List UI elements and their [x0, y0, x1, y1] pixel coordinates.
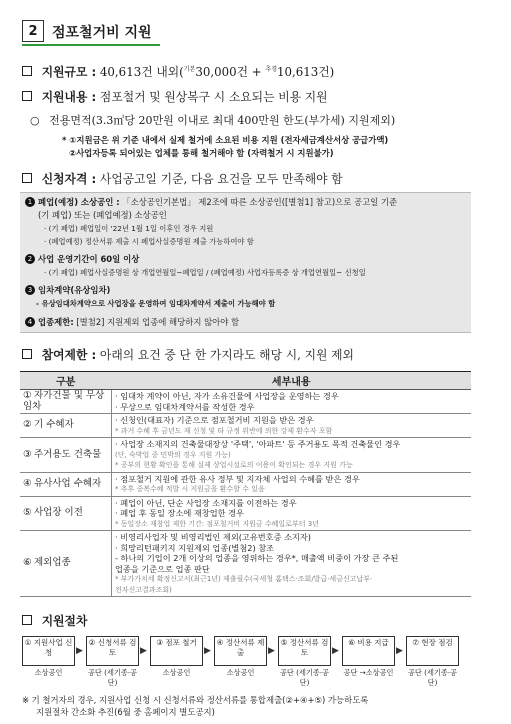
step-number: ① [24, 638, 32, 647]
row-category [20, 472, 112, 496]
detail-note: * 동일장소 재창업 제한 기간: 점포철거비 지원금 수혜일로부터 3년 [115, 519, 319, 528]
detail-line: · 사업장 소재지의 건축물대장상 '주택', '아파트' 등 주거용도 목적 건축물인 경우 [115, 439, 401, 449]
step-actor: 공단 →소상공인 [343, 668, 394, 677]
eligibility-item-1: 1 폐업(예정) 소상공인 : 「소상공인기본법」 제2조에 따른 소상공인([별첨1] 참고)으로 공고일 기준 [25, 196, 397, 208]
circle-bullet-icon: ○ [30, 114, 40, 127]
step-name: 정산서류 제출 [225, 638, 265, 657]
row-detail [112, 531, 472, 597]
row-number: ④ [23, 477, 32, 489]
number-bullet-icon: 3 [25, 285, 35, 295]
procedure-step [22, 636, 75, 666]
table-header-category: 구분 [20, 372, 112, 390]
eligibility-item-3-sub: - 유상임대차계약으로 사업장을 운영하여 임대차계약서 제출이 가능해야 함 [36, 299, 276, 308]
eligibility-item-1-cont: (기 폐업) 또는 (폐업예정) 소상공인 [38, 210, 167, 220]
procedure-label: 지원절차 [41, 614, 88, 628]
table-row [20, 496, 471, 531]
detail-line: · 점포철거 지원에 관한 유사 정부 및 지자체 사업의 수혜를 받은 경우 [115, 473, 360, 484]
step-number: ⑤ [280, 638, 288, 647]
detail-note: * 추후 중복수혜 적발 시 지원금을 환수할 수 있음 [115, 485, 265, 493]
step-actor: 공단 (세기종·공단) [87, 668, 138, 687]
support-scale-row: 지원규모 : 40,613건 내외($^{기본}$30,000건 + $^{추경}$10,613건) [22, 63, 334, 80]
support-content-label: 지원내용 : [41, 90, 97, 104]
row-category [20, 496, 112, 531]
number-bullet-icon: 1 [25, 197, 35, 207]
table-row [20, 414, 471, 438]
restriction-table [20, 371, 471, 597]
restriction-label: 참여제한 : [41, 348, 97, 362]
row-category-label: 제외업종 [34, 557, 71, 569]
detail-line: · 희망리턴패키지 지원제외 업종(별첨2) 참조 [115, 542, 275, 553]
step-number: ③ [156, 638, 163, 647]
square-bullet-icon [22, 91, 32, 101]
arrow-right-icon: ▶ [76, 646, 83, 656]
table-row [20, 472, 471, 496]
procedure-step [214, 636, 267, 666]
eligibility-item-2: 2 사업 운영기간이 60일 이상 [25, 253, 139, 265]
detail-note: * 과거 수혜 후 금년도 재 신청 및 타 규정 위반에 의한 강제 환수자 포함 [115, 426, 333, 435]
step-number: ⑥ [348, 638, 355, 647]
restriction-row [22, 346, 354, 363]
row-number: ③ [23, 448, 32, 460]
row-number: ⑤ [23, 507, 32, 518]
procedure-step [342, 636, 395, 666]
row-detail [112, 414, 472, 438]
step-actor: 소상공인 [162, 668, 191, 677]
note-2: ②사업자등록 되어있는 업체를 통해 철거해야 함 (자력철거 시 지원불가) [69, 148, 334, 158]
row-number: ① [23, 390, 32, 401]
row-category-label: 자가건물 및 무상임차 [23, 390, 105, 412]
arrow-right-icon: ▶ [204, 646, 211, 656]
section-underline [22, 44, 160, 46]
step-actor: 공단 (세기종·공단) [407, 668, 458, 687]
eligibility-item-1-sub1: · (기 폐업) 폐업일이 '22년 1월 1일 이후인 경우 지원 [44, 224, 214, 233]
step-name: 신청서류 검토 [97, 638, 137, 657]
step-name: 정산서류 검토 [289, 638, 329, 657]
procedure-footnote-1: ※ 기 철거자의 경우, 지원사업 신청 시 신청서류와 정산서류를 통합제출(②+④+⑤) 가능하도록 [22, 695, 369, 705]
row-category [20, 390, 112, 414]
detail-line: · 신청인(대표자) 기준으로 점포철거비 지원을 받은 경우 [115, 415, 314, 425]
row-number: ⑥ [23, 557, 32, 569]
section-number: 2 [22, 20, 44, 42]
number-bullet-icon: 2 [25, 254, 35, 264]
detail-note: (단, 숙박업 중 민박의 경우 지원 가능) [115, 450, 231, 459]
square-bullet-icon [22, 66, 32, 76]
eligibility-item-1-sub2: · (폐업예정) 정산서류 제출 시 폐업사실증명원 제출 가능하여야 함 [44, 237, 254, 246]
step-actor: 공단 (세기종·공단) [279, 668, 330, 687]
procedure-step [86, 636, 139, 666]
procedure-step [150, 636, 203, 666]
arrow-right-icon: ▶ [332, 646, 339, 656]
square-bullet-icon [22, 173, 32, 183]
number-bullet-icon: 4 [25, 317, 35, 327]
step-name: 점포 철거 [165, 638, 197, 647]
row-detail [112, 438, 472, 473]
row-category [20, 438, 112, 473]
restriction-value: 아래의 요건 중 단 한 가지라도 해당 시, 지원 제외 [99, 348, 354, 362]
eligibility-item-4: 4 업종제한: [별첨2] 지원제외 업종에 해당하지 않아야 함 [25, 316, 239, 328]
detail-line: · 폐업이 아닌, 단순 사업장 소재지를 이전하는 경우 [115, 497, 297, 508]
step-number: ⑦ [412, 638, 419, 647]
step-name: 비용 지급 [357, 638, 389, 647]
step-name: 지원사업 신청 [33, 638, 73, 657]
table-row [20, 531, 471, 597]
row-category [20, 531, 112, 597]
detail-note: * 부가가치세 확정신고서(최근1년) 제출필수(국세청 홈택스·조회/발급·세금신고납부· [115, 575, 373, 583]
eligibility-row [22, 170, 343, 187]
square-bullet-icon [22, 615, 32, 625]
detail-note: * 공부의 현황 확인을 통해 실제 상업시설로의 이용이 확인되는 경우 지원 가능 [115, 461, 353, 469]
support-content-value: 점포철거 및 원상복구 시 소요되는 비용 지원 [99, 90, 328, 104]
procedure-row [22, 612, 87, 629]
note-1: * ①지원금은 위 기준 내에서 실제 철거에 소요된 비용 지원 (전자세금계산서상 공급가액) [62, 135, 389, 145]
procedure-footnote-2: 지원절차 간소화 추진(6월 중 홈페이지 별도공지) [36, 707, 215, 717]
detail-line: · 폐업 후 동일 장소에 재창업한 경우 [115, 508, 244, 518]
section-title: 점포철거비 지원 [52, 25, 152, 41]
detail-line: 업종을 기준으로 업종 판단 [115, 563, 210, 574]
row-detail [112, 496, 472, 531]
eligibility-label: 신청자격 : [41, 172, 97, 186]
eligibility-value: 사업공고일 기준, 다음 요건을 모두 만족해야 함 [99, 172, 343, 186]
row-category-label: 주거용도 건축물 [34, 448, 102, 460]
support-scale-label: 지원규모 : [41, 65, 97, 79]
step-number: ④ [216, 638, 224, 647]
step-actor: 소상공인 [34, 668, 63, 677]
row-detail [112, 472, 472, 496]
detail-note: 전자신고결과조회) [115, 585, 172, 594]
procedure-step [406, 636, 459, 666]
eligibility-item-2-sub: · (기 폐업) 폐업사실증명원 상 개업연월일~폐업일 / (폐업예정) 사업자등록증 상 개업연월일~ 신청일 [44, 268, 366, 277]
detail-line: · 비영리사업자 및 비영리법인 제외(고유번호증 소지자) [115, 532, 312, 542]
table-header-detail: 세부내용 [112, 372, 472, 390]
arrow-right-icon: ▶ [396, 646, 403, 656]
row-category-label: 유사사업 수혜자 [34, 477, 102, 489]
row-number: ② [23, 419, 32, 431]
step-name: 현장 점검 [421, 638, 453, 647]
arrow-right-icon: ▶ [140, 646, 147, 656]
table-row [20, 390, 471, 414]
row-detail [112, 390, 472, 414]
support-scale-value: 40,613건 내외( [99, 65, 184, 79]
detail-line: · 무상으로 임대차계약서를 작성한 경우 [115, 401, 255, 412]
support-content-row [22, 88, 328, 105]
square-bullet-icon [22, 349, 32, 359]
area-line: ○ 전용면적(3.3㎡당 20만원 이내로 최대 400만원 한도(부가세) 지원제외) [30, 114, 396, 127]
detail-line: - 하나의 기업이 2개 이상의 업종을 영위하는 경우*, 매출액 비중이 가장 큰 주된 [115, 553, 399, 563]
table-row [20, 438, 471, 473]
row-category-label: 사업장 이전 [34, 507, 83, 518]
procedure-step [278, 636, 331, 666]
row-category-label: 기 수혜자 [34, 419, 74, 431]
eligibility-item-3: 3 임차계약(유상임차) [25, 284, 110, 296]
row-category [20, 414, 112, 438]
step-actor: 소상공인 [226, 668, 255, 677]
arrow-right-icon: ▶ [268, 646, 275, 656]
detail-line: · 임대차 계약이 아닌, 자가 소유건물에 사업장을 운영하는 경우 [115, 391, 339, 401]
step-number: ② [88, 638, 96, 647]
